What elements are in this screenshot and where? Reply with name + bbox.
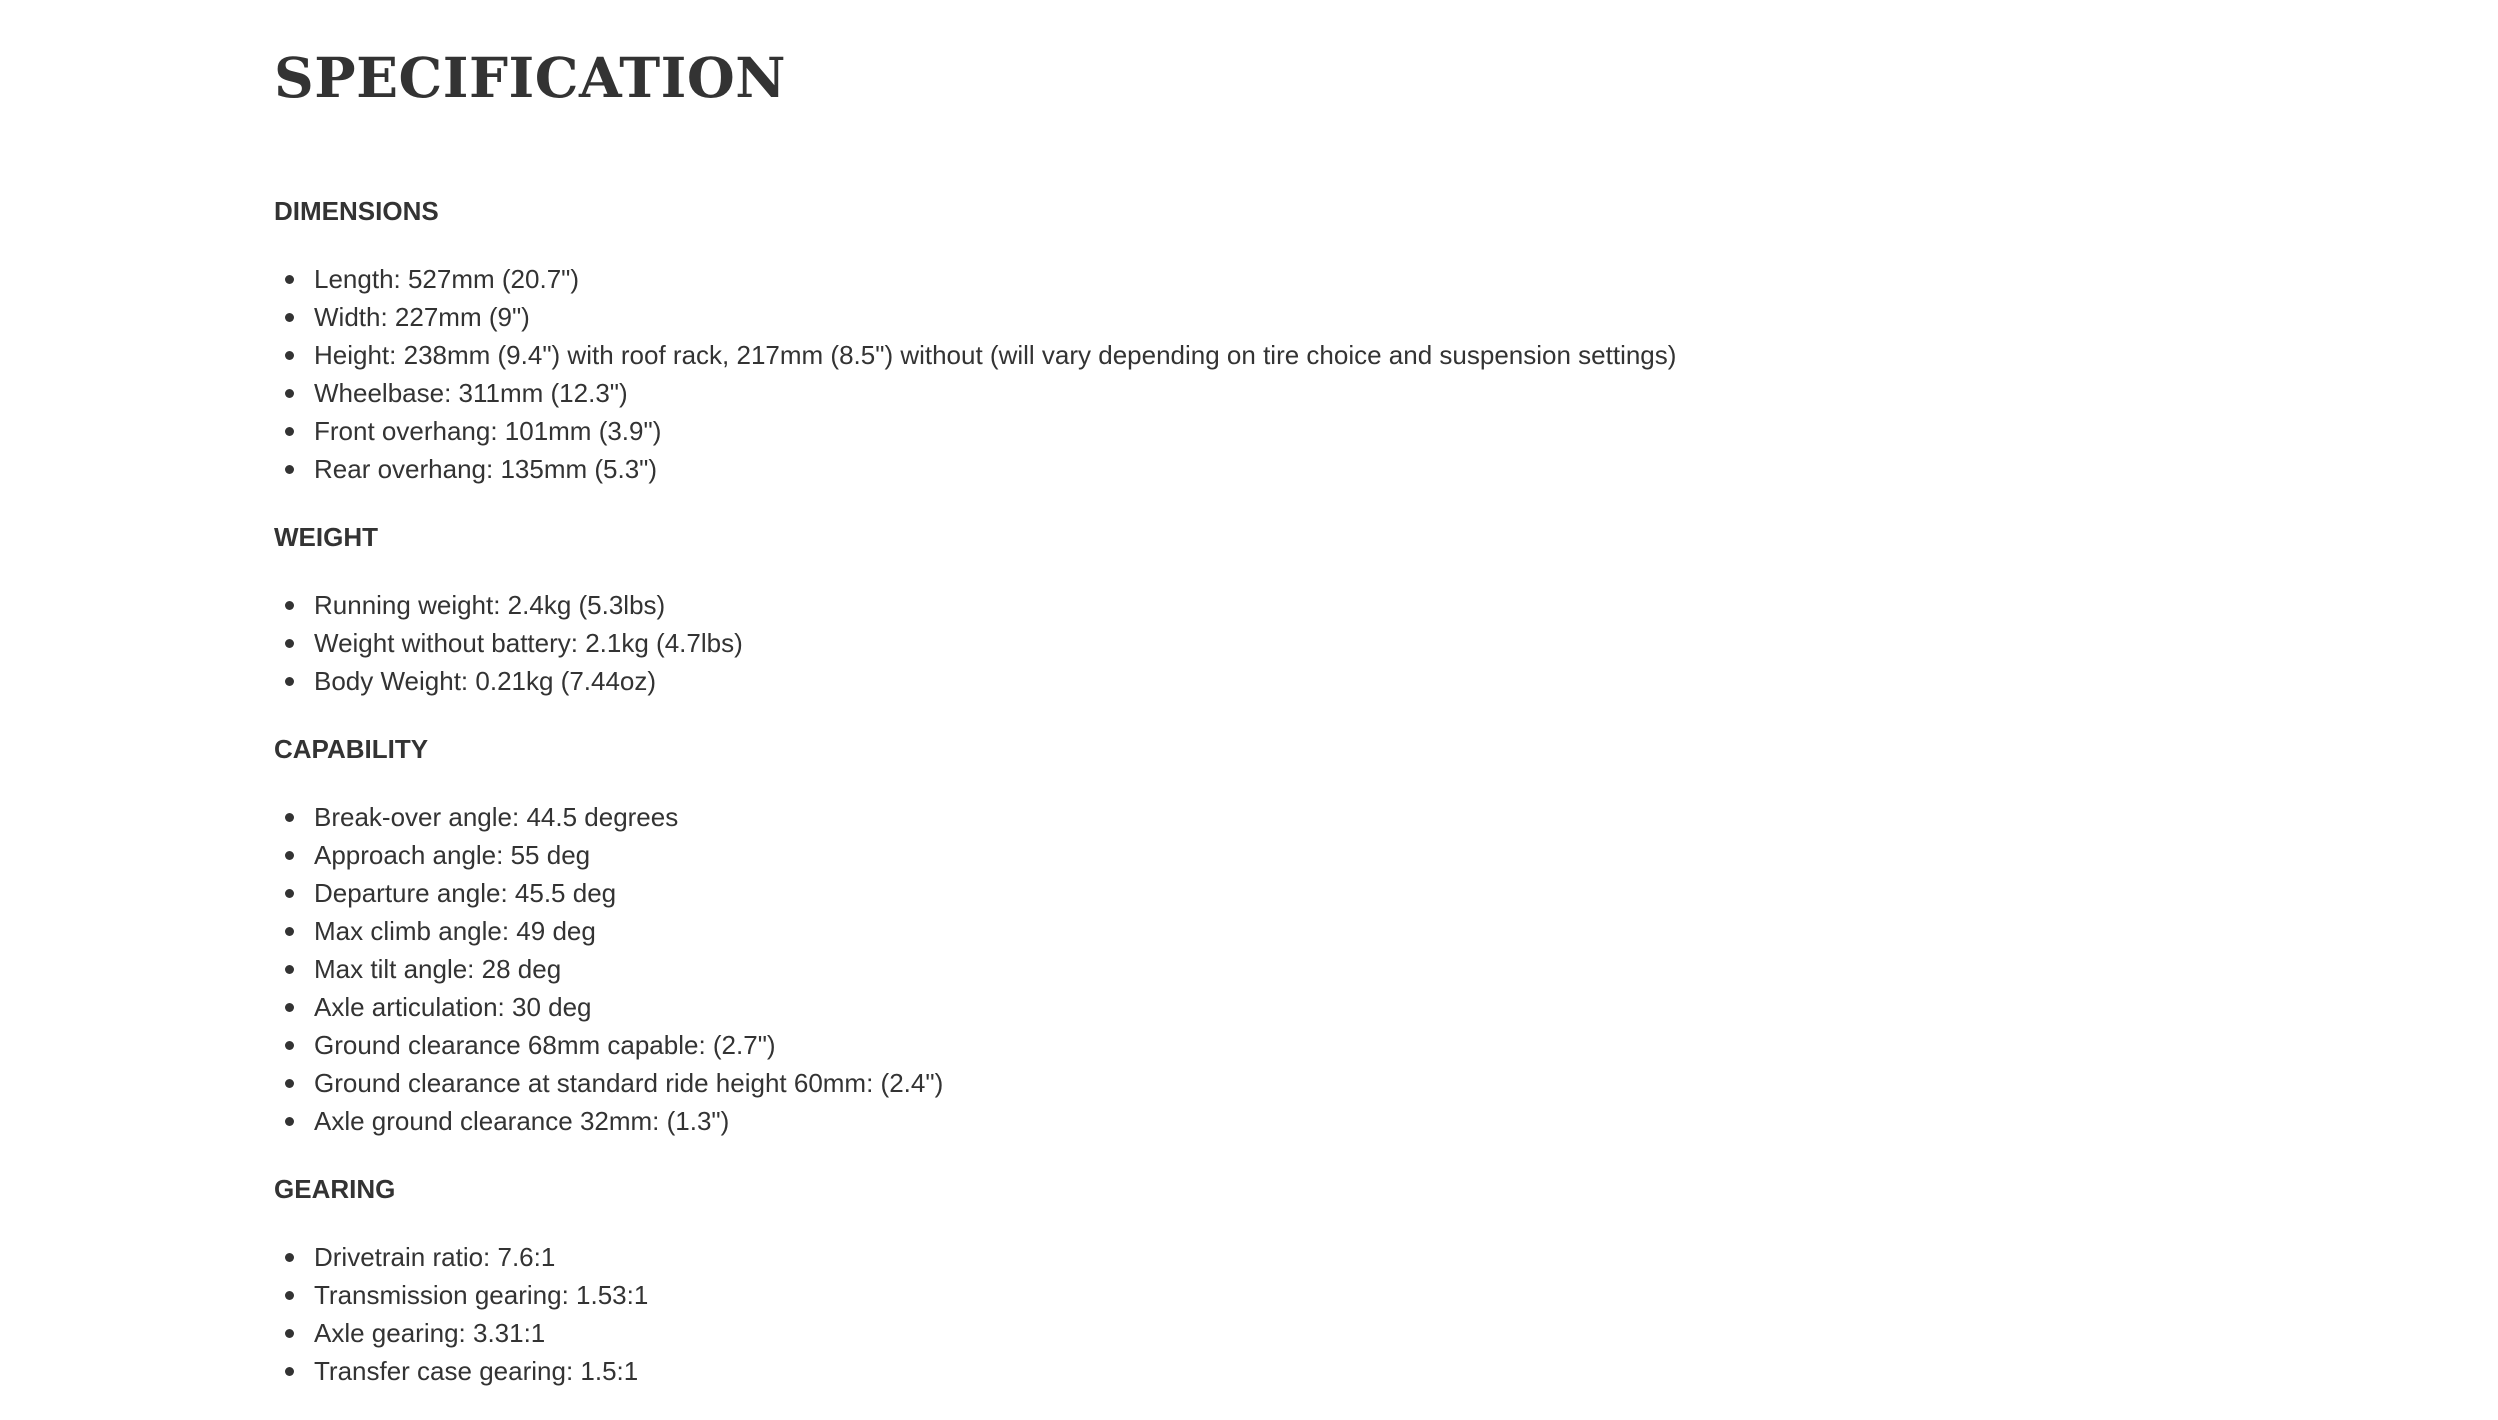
section-capability bbox=[274, 730, 1676, 1140]
spec-list bbox=[274, 798, 1676, 1140]
bullet-icon bbox=[285, 889, 294, 898]
spec-list bbox=[274, 1238, 1676, 1390]
list-item bbox=[274, 1352, 1676, 1390]
section-heading: WEIGHT bbox=[274, 522, 378, 552]
section-weight bbox=[274, 518, 1676, 700]
bullet-icon bbox=[285, 965, 294, 974]
list-item-text: Height: 238mm (9.4") with roof rack, 217mm (8.5") without (will vary depending on tire choice and suspension settings) bbox=[314, 340, 1677, 370]
list-item bbox=[274, 260, 1676, 298]
section-dimensions bbox=[274, 192, 1676, 488]
list-item-text: Axle articulation: 30 deg bbox=[314, 992, 592, 1022]
bullet-icon bbox=[285, 677, 294, 686]
list-item-text: Max climb angle: 49 deg bbox=[314, 916, 596, 946]
list-item-text: Body Weight: 0.21kg (7.44oz) bbox=[314, 666, 657, 696]
spec-list bbox=[274, 586, 1676, 700]
list-item-text: Rear overhang: 135mm (5.3") bbox=[314, 454, 658, 484]
list-item-text: Width: 227mm (9") bbox=[314, 302, 530, 332]
bullet-icon bbox=[285, 427, 294, 436]
list-item bbox=[274, 1102, 1676, 1140]
bullet-icon bbox=[285, 927, 294, 936]
list-item bbox=[274, 336, 1676, 374]
list-item bbox=[274, 374, 1676, 412]
bullet-icon bbox=[285, 313, 294, 322]
list-item bbox=[274, 836, 1676, 874]
list-item-text: Departure angle: 45.5 deg bbox=[314, 878, 617, 908]
bullet-icon bbox=[285, 1367, 294, 1376]
section-heading: GEARING bbox=[274, 1174, 396, 1204]
list-item bbox=[274, 412, 1676, 450]
list-item bbox=[274, 798, 1676, 836]
bullet-icon bbox=[285, 1253, 294, 1262]
list-item bbox=[274, 1064, 1676, 1102]
list-item bbox=[274, 662, 1676, 700]
list-item bbox=[274, 1238, 1676, 1276]
bullet-icon bbox=[285, 1329, 294, 1338]
spec-sections bbox=[274, 192, 1676, 1420]
bullet-icon bbox=[285, 389, 294, 398]
bullet-icon bbox=[285, 1291, 294, 1300]
list-item bbox=[274, 874, 1676, 912]
list-item bbox=[274, 298, 1676, 336]
list-item bbox=[274, 950, 1676, 988]
list-item bbox=[274, 624, 1676, 662]
bullet-icon bbox=[285, 1041, 294, 1050]
list-item-text: Running weight: 2.4kg (5.3lbs) bbox=[314, 590, 666, 620]
list-item-text: Ground clearance 68mm capable: (2.7") bbox=[314, 1030, 776, 1060]
list-item-text: Axle ground clearance 32mm: (1.3") bbox=[314, 1106, 730, 1136]
bullet-icon bbox=[285, 351, 294, 360]
list-item bbox=[274, 1314, 1676, 1352]
list-item bbox=[274, 586, 1676, 624]
list-item-text: Drivetrain ratio: 7.6:1 bbox=[314, 1242, 556, 1272]
page-title: SPECIFICATION bbox=[274, 45, 787, 110]
list-item-text: Front overhang: 101mm (3.9") bbox=[314, 416, 662, 446]
list-item-text: Axle gearing: 3.31:1 bbox=[314, 1318, 546, 1348]
list-item-text: Max tilt angle: 28 deg bbox=[314, 954, 562, 984]
list-item-text: Wheelbase: 311mm (12.3") bbox=[314, 378, 628, 408]
list-item-text: Transfer case gearing: 1.5:1 bbox=[314, 1356, 639, 1386]
list-item-text: Approach angle: 55 deg bbox=[314, 840, 591, 870]
section-gearing bbox=[274, 1170, 1676, 1390]
section-heading: CAPABILITY bbox=[274, 734, 429, 764]
bullet-icon bbox=[285, 275, 294, 284]
list-item-text: Break-over angle: 44.5 degrees bbox=[314, 802, 679, 832]
bullet-icon bbox=[285, 851, 294, 860]
list-item bbox=[274, 912, 1676, 950]
list-item-text: Transmission gearing: 1.53:1 bbox=[314, 1280, 649, 1310]
bullet-icon bbox=[285, 1117, 294, 1126]
section-heading: DIMENSIONS bbox=[274, 196, 439, 226]
list-item-text: Length: 527mm (20.7") bbox=[314, 264, 580, 294]
bullet-icon bbox=[285, 1003, 294, 1012]
spec-list bbox=[274, 260, 1676, 488]
bullet-icon bbox=[285, 639, 294, 648]
list-item bbox=[274, 988, 1676, 1026]
list-item bbox=[274, 1276, 1676, 1314]
bullet-icon bbox=[285, 465, 294, 474]
bullet-icon bbox=[285, 601, 294, 610]
list-item bbox=[274, 450, 1676, 488]
list-item bbox=[274, 1026, 1676, 1064]
bullet-icon bbox=[285, 813, 294, 822]
bullet-icon bbox=[285, 1079, 294, 1088]
list-item-text: Ground clearance at standard ride height 60mm: (2.4") bbox=[314, 1068, 944, 1098]
list-item-text: Weight without battery: 2.1kg (4.7lbs) bbox=[314, 628, 743, 658]
